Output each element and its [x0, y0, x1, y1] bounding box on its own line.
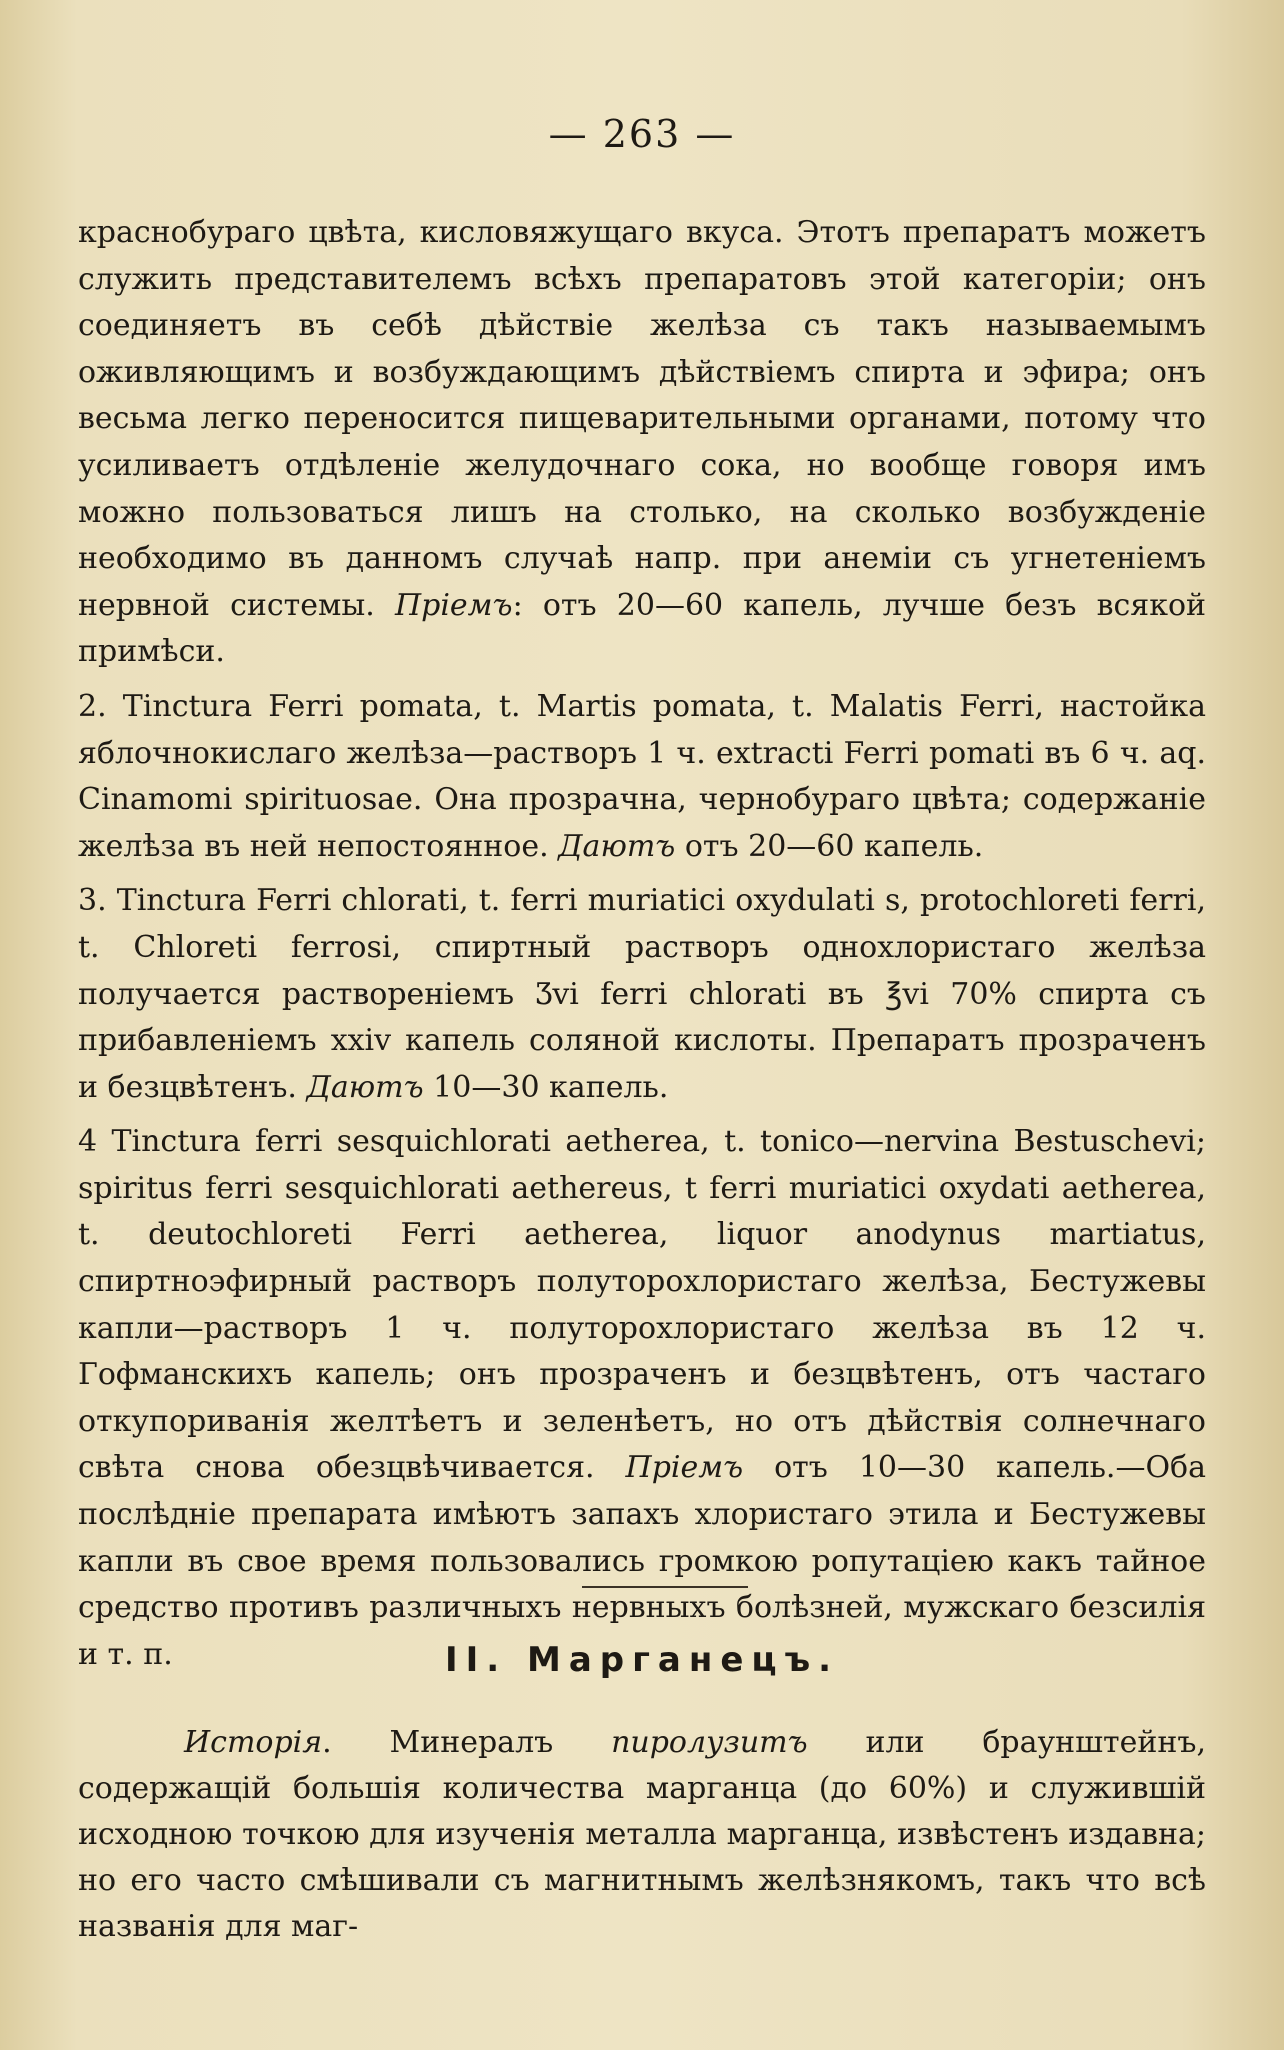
- section-heading: II. Марганецъ.: [444, 1640, 840, 1680]
- paragraph-3-text: 3. Tinctura Ferri chlorati, t. ferri muriatici oxydulati s, protochloreti ferri, t. Chloreti ferrosi, спиртный растворъ однохлористаго желѣза получается раствореніемъ Ʒvi ferri chlorati въ ℥vi 70% спирта съ прибавленіемъ xxiv капель соляной кислоты. Препаратъ прозраченъ и безцвѣтенъ.: [78, 883, 1206, 1105]
- dosage-label: Пріемъ: [394, 587, 513, 623]
- paragraph-4-text: 4 Tinctura ferri sesquichlorati aetherea, t. tonico—nervina Bestuschevi; spiritus ferri sesquichlorati aethereus, t ferri muriatici oxydati aetherea, t. deutochloreti Ferri aetherea, liquor anodynus martiatus, спиртноэфирный растворъ полуторохлористаго желѣза, Бестужевы капли—растворъ 1 ч. полуторохлористаго желѣза въ 12 ч. Гофманскихъ капель; онъ прозраченъ и безцвѣтенъ, отъ частаго откупориванія желтѣетъ и зеленѣетъ, но отъ дѣйствія солнечнаго свѣта снова обезцвѣчивается.: [78, 1124, 1206, 1486]
- page-number: — 263 —: [548, 112, 736, 156]
- dosage-label: Пріемъ: [625, 1450, 744, 1486]
- paragraph-2: [78, 684, 1206, 870]
- paragraph-4: [78, 1119, 1206, 1678]
- section-text-2: или браунштейнъ, содержащій большія количества марганца (до 60%) и служившій исходною точкою для изученія металла марганца, извѣстенъ издавна; но его часто смѣшивали съ магнитнымъ желѣзнякомъ, такъ что всѣ названія для маг-: [78, 1725, 1206, 1944]
- paragraph-3: [78, 878, 1206, 1111]
- body-text: [78, 210, 1206, 1678]
- dosage-label: Даютъ: [558, 828, 676, 864]
- paragraph-1: [78, 210, 1206, 676]
- section-body: [78, 1720, 1206, 1950]
- section-divider: [582, 1586, 748, 1588]
- dosage-label: Даютъ: [306, 1069, 424, 1105]
- paragraph-4-dose: отъ 10—30 капель.—Оба послѣдніе препарата имѣютъ запахъ хлористаго этила и Бестужевы капли въ свое время пользовались громкою ропутаціею какъ тайное средство противъ различныхъ нервныхъ болѣзней, мужскаго безсилія и т. п.: [78, 1450, 1206, 1672]
- paragraph-3-dose: 10—30 капель.: [423, 1069, 669, 1105]
- section-text-1: . Минералъ: [322, 1725, 612, 1760]
- paragraph-2-text: 2. Tinctura Ferri pomata, t. Martis pomata, t. Malatis Ferri, настойка яблочнокислаго желѣза—растворъ 1 ч. extracti Ferri pomati въ 6 ч. aq. Cinamomi spirituosae. Она прозрачна, чернобураго цвѣта; содержаніе желѣза въ ней непостоянное.: [78, 688, 1206, 864]
- paragraph-1-text: краснобураго цвѣта, кисловяжущаго вкуса. Этотъ препаратъ можетъ служить представителемъ всѣхъ препаратовъ этой категоріи; онъ соединяетъ въ себѣ дѣйствіе желѣза съ такъ называемымъ оживляющимъ и возбуждающимъ дѣйствіемъ спирта и эфира; онъ весьма легко переносится пищеварительными органами, потому что усиливаетъ отдѣленіе желудочнаго сока, но вообще говоря имъ можно пользоваться лишъ на столько, на сколько возбужденіе необходимо въ данномъ случаѣ напр. при анеміи съ угнетеніемъ нервной системы.: [78, 215, 1206, 623]
- paragraph-2-dose: отъ 20—60 капель.: [675, 828, 984, 864]
- paragraph-1-dose: : отъ 20—60 капель, лучше безъ всякой примѣси.: [78, 587, 1206, 670]
- mineral-name: пиролузитъ: [611, 1725, 808, 1760]
- section-paragraph: [78, 1720, 1206, 1950]
- history-label: Исторія: [184, 1725, 323, 1760]
